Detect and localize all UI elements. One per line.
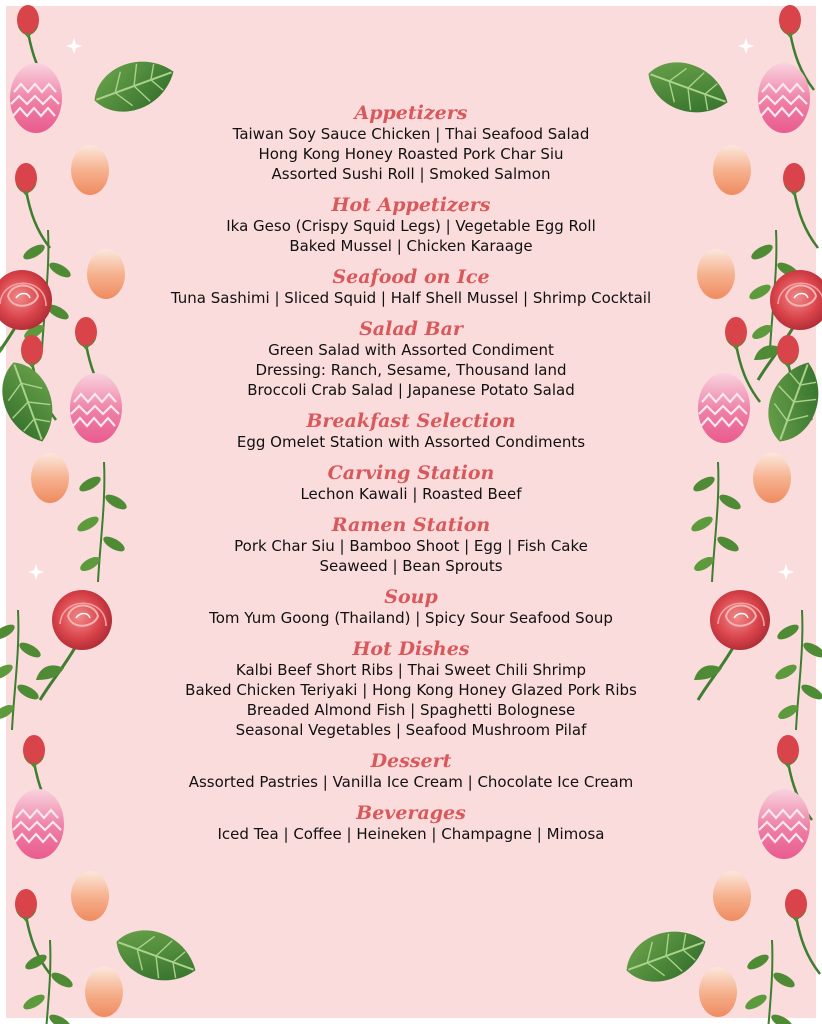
menu-section-soup [150, 586, 672, 628]
menu-line: Hong Kong Honey Roasted Pork Char Siu [258, 145, 564, 163]
easter-egg-decoration [697, 249, 735, 299]
section-title: Appetizers [354, 102, 468, 124]
menu-section-ramen-station [150, 514, 672, 576]
menu-line: Dressing: Ranch, Sesame, Thousand land [255, 361, 567, 379]
menu-line: Assorted Pastries | Vanilla Ice Cream | Chocolate Ice Cream [188, 773, 634, 791]
menu-line: Seasonal Vegetables | Seafood Mushroom Pilaf [235, 721, 587, 739]
menu-line: Pork Char Siu | Bamboo Shoot | Egg | Fish Cake [234, 537, 588, 555]
menu-section-hot-dishes [150, 638, 672, 740]
section-title: Hot Dishes [352, 638, 470, 660]
menu-section-dessert [150, 750, 672, 792]
easter-egg-decoration [12, 789, 64, 859]
sparkle-decoration [778, 564, 794, 580]
section-title: Seafood on Ice [332, 266, 490, 288]
rosebud-decoration [783, 163, 818, 248]
leaf-sprig-decoration [21, 940, 75, 1024]
easter-egg-decoration [699, 967, 737, 1017]
rosebud-decoration [15, 163, 50, 248]
menu-line: Lechon Kawali | Roasted Beef [300, 485, 522, 503]
section-title: Salad Bar [359, 318, 463, 340]
easter-egg-decoration [85, 967, 123, 1017]
section-title: Dessert [370, 750, 452, 772]
easter-egg-decoration [753, 453, 791, 503]
menu-line: Taiwan Soy Sauce Chicken | Thai Seafood Salad [232, 125, 590, 143]
menu-line: Green Salad with Assorted Condiment [268, 341, 554, 359]
easter-egg-decoration [71, 145, 109, 195]
easter-egg-decoration [698, 373, 750, 443]
menu-line: Baked Chicken Teriyaki | Hong Kong Honey Glazed Pork Ribs [185, 681, 637, 699]
menu-line: Breaded Almond Fish | Spaghetti Bolognese [246, 701, 576, 719]
menu-section-salad-bar [150, 318, 672, 400]
easter-egg-decoration [713, 871, 751, 921]
easter-egg-decoration [70, 373, 122, 443]
menu-section-breakfast-selection [150, 410, 672, 452]
sparkle-decoration [28, 564, 44, 580]
rosebud-decoration [785, 889, 820, 974]
menu-line: Iced Tea | Coffee | Heineken | Champagne | Mimosa [217, 825, 605, 843]
easter-egg-decoration [10, 63, 62, 133]
leaf-sprig-decoration [75, 462, 129, 582]
menu-section-carving-station [150, 462, 672, 504]
sparkle-decoration [66, 38, 82, 54]
leaf-sprig-decoration [689, 462, 743, 582]
menu-line: Tuna Sashimi | Sliced Squid | Half Shell Mussel | Shrimp Cocktail [170, 289, 652, 307]
menu-line: Assorted Sushi Roll | Smoked Salmon [271, 165, 551, 183]
easter-egg-decoration [758, 789, 810, 859]
section-title: Breakfast Selection [306, 410, 516, 432]
menu-line: Kalbi Beef Short Ribs | Thai Sweet Chili Shrimp [235, 661, 587, 679]
leaf-sprig-decoration [773, 610, 822, 730]
rose-decoration [36, 590, 112, 700]
leaf-decoration [619, 920, 714, 992]
menu-line: Seaweed | Bean Sprouts [319, 557, 503, 575]
easter-egg-decoration [87, 249, 125, 299]
menu-section-hot-appetizers [150, 194, 672, 256]
menu-line: Egg Omelet Station with Assorted Condiments [236, 433, 586, 451]
section-title: Hot Appetizers [331, 194, 491, 216]
section-title: Beverages [356, 802, 466, 824]
menu-line: Baked Mussel | Chicken Karaage [289, 237, 533, 255]
leaf-sprig-decoration [0, 610, 43, 730]
menu-section-seafood-on-ice [150, 266, 672, 308]
menu-section-appetizers [150, 102, 672, 184]
menu-section-beverages [150, 802, 672, 844]
menu-line: Broccoli Crab Salad | Japanese Potato Salad [247, 381, 575, 399]
easter-egg-decoration [713, 145, 751, 195]
rose-decoration [694, 590, 770, 700]
leaf-sprig-decoration [743, 940, 797, 1024]
leaf-decoration [109, 920, 204, 992]
easter-egg-decoration [31, 453, 69, 503]
menu-list [150, 102, 672, 844]
easter-egg-decoration [758, 63, 810, 133]
section-title: Ramen Station [331, 514, 491, 536]
menu-line: Tom Yum Goong (Thailand) | Spicy Sour Seafood Soup [209, 609, 613, 627]
menu-line: Ika Geso (Crispy Squid Legs) | Vegetable Egg Roll [226, 217, 596, 235]
easter-egg-decoration [71, 871, 109, 921]
sparkle-decoration [738, 38, 754, 54]
section-title: Carving Station [327, 462, 495, 484]
section-title: Soup [384, 586, 438, 608]
